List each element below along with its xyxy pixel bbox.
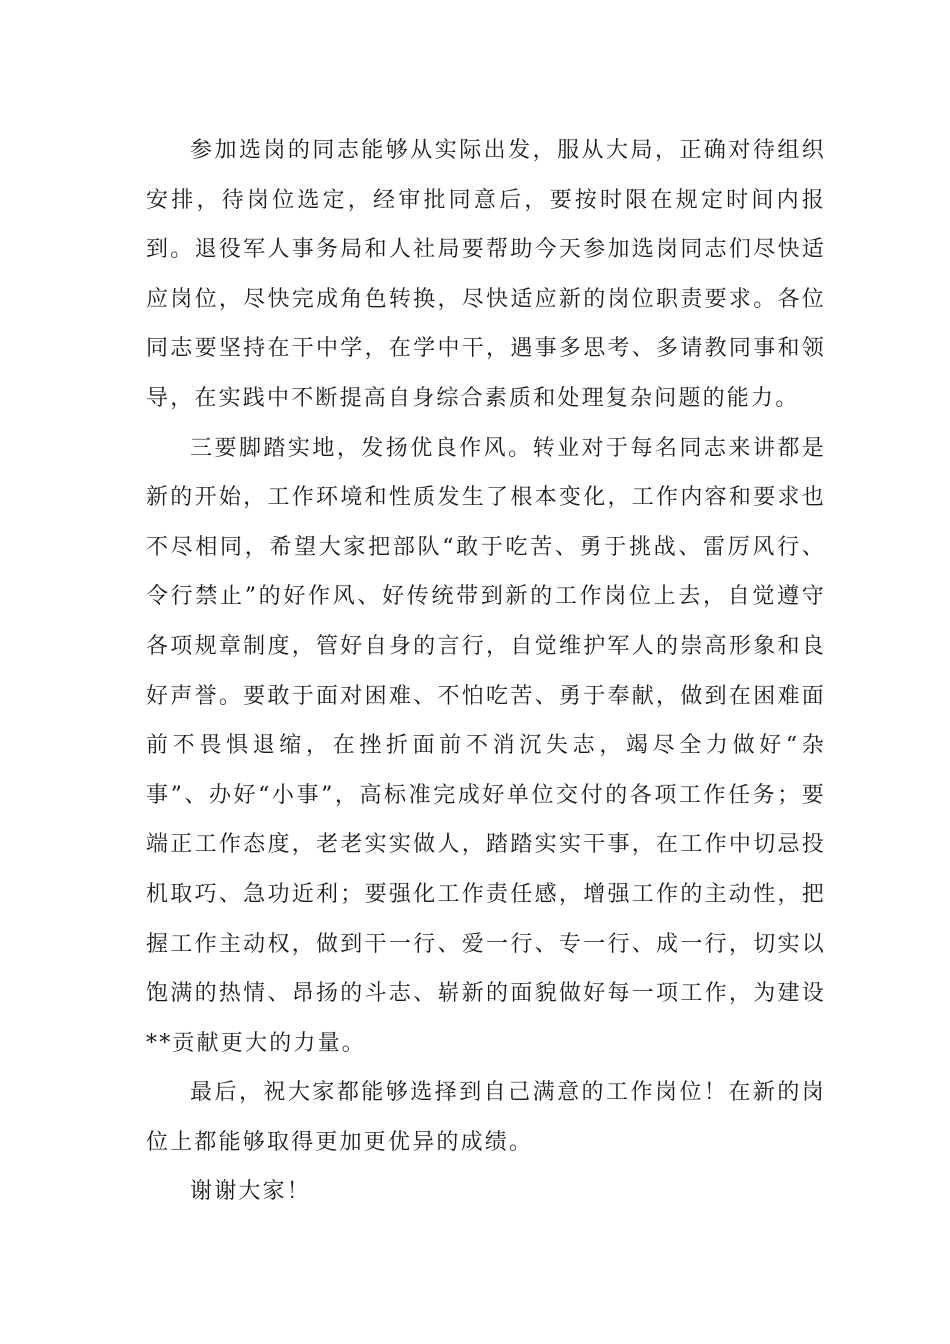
paragraph-closing-wish: 最后，祝大家都能够选择到自己满意的工作岗位！在新的岗位上都能够取得更加更优异的成绩。 [146, 1080, 826, 1155]
paragraph-work-style: 三要脚踏实地，发扬优良作风。转业对于每名同志来讲都是新的开始，工作环境和性质发生了根本变化，工作内容和要求也不尽相同，希望大家把部队“敢于吃苦、勇于挑战、雷厉风行、令行禁止”的好作风、好传统带到新的工作岗位上去，自觉遵守各项规章制度，管好自身的言行，自觉维护军人的崇高形象和良好声誉。要敢于面对困难、不怕吃苦、勇于奉献，做到在困难面前不畏惧退缩，在挫折面前不消沉失志，竭尽全力做好“杂事”、办好“小事”，高标准完成好单位交付的各项工作任务；要端正工作态度，老老实实做人，踏踏实实干事，在工作中切忌投机取巧、急功近利；要强化工作责任感，增强工作的主动性，把握工作主动权，做到干一行、爱一行、专一行、成一行，切实以饱满的热情、昂扬的斗志、崭新的面貌做好每一项工作，为建设**贡献更大的力量。 [146, 435, 826, 1056]
paragraph-thanks: 谢谢大家！ [190, 1179, 312, 1205]
paragraph-reporting: 参加选岗的同志能够从实际出发，服从大局，正确对待组织安排，待岗位选定，经审批同意后，要按时限在规定时间内报到。退役军人事务局和人社局要帮助今天参加选岗同志们尽快适应岗位，尽快完成角色转换，尽快适应新的岗位职责要求。各位同志要坚持在干中学，在学中干，遇事多思考、多请教同事和领导，在实践中不断提高自身综合素质和处理复杂问题的能力。 [146, 138, 826, 411]
document-body [146, 126, 826, 1217]
